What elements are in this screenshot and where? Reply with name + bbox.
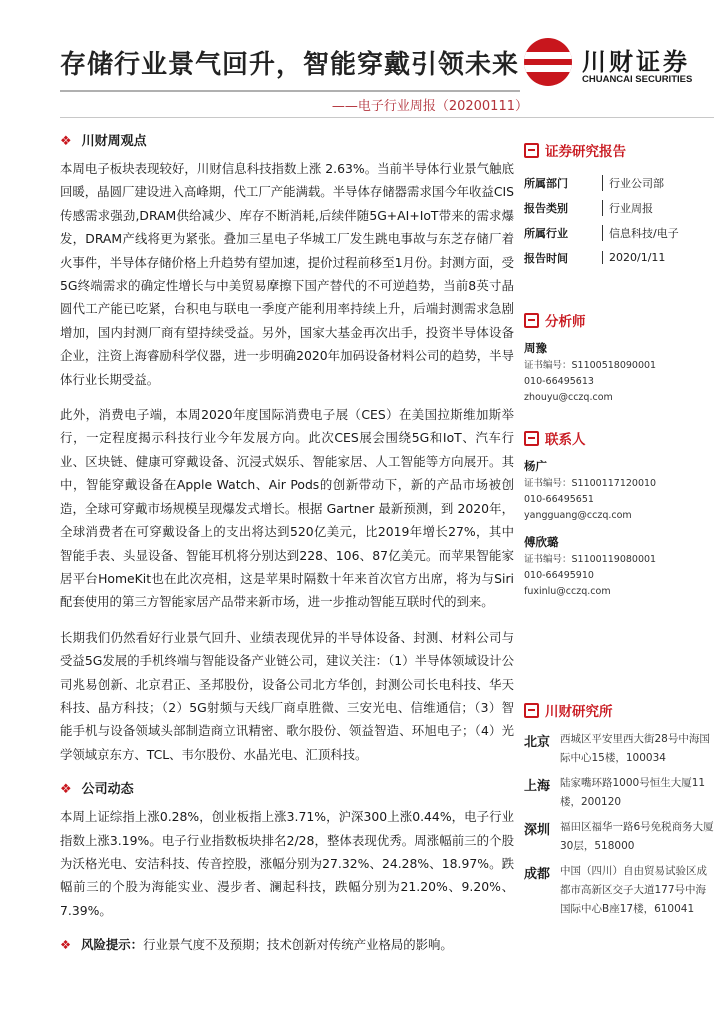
company-logo [524, 38, 714, 94]
sidebar-heading-report: 证券研究报告 [524, 140, 714, 160]
info-row: 报告类别 行业周报 [524, 201, 653, 215]
sidebar-heading-institute: 川财研究所 [524, 700, 714, 720]
contact-email: fuxinlu@cczq.com [524, 586, 611, 597]
section-heading-weekly-view: ❖ 川财周观点 [60, 134, 147, 149]
info-row: 报告时间 2020/1/11 [524, 251, 666, 265]
analyst-email: zhouyu@cczq.com [524, 392, 613, 403]
office-address: 上海 陆家嘴环路1000号恒生大厦11楼，200120 [524, 777, 706, 808]
section-heading-company-news: ❖ 公司动态 [60, 782, 134, 798]
report-title: 存储行业景气回升，智能穿戴引领未来 [60, 50, 520, 80]
contact-cert: 证书编号：S1100117120010 [524, 478, 657, 489]
sidebar [524, 140, 714, 925]
institute-box-icon [524, 703, 539, 718]
info-row: 所属部门 行业公司部 [524, 176, 664, 190]
logo-name: 川财证券 [582, 48, 690, 76]
paragraph: 此外，消费电子端，本周2020年度国际消费电子展（CES）在美国拉斯维加斯举行，一定程度揭示科技行业今年发展方向。此次CES展会围绕5G和IoT、汽车行业、区块链、健康可穿戴设备、沉浸式娱乐、智能家居、人工智能等方向展开。其中，智能穿戴设备在Apple Watch、Air Pods的创新带动下，新的产品市场被创造，全球可穿戴市场规模呈现爆发式增长。根据 Gartner 最新预测，到 2020年，全球消费者在可穿戴设备上的支出将达到520亿美元，比2019年增长27%，其中智能手表、头显设备、智能耳机将分别达到228、106、87亿美元。而苹果智能家居平台HomeKit也在此次亮相，这是苹果时隔数十年来首次官方出席，将为与Siri配套使用的第三方智能家居产品带来新市场，进一步推动智能互联时代的到来。 [60, 407, 514, 610]
logo-english-name: CHUANCAI SECURITIES [582, 74, 693, 85]
report-subtitle: ——电子行业周报（20200111） [331, 99, 528, 114]
main-content [60, 126, 514, 956]
paragraph: 本周上证综指上涨0.28%，创业板指上涨3.71%，沪深300上涨0.44%，电子行业指数上涨3.19%。电子行业指数板块排名2/28，整体表现优秀。周涨幅前三的个股为沃格光电、安洁科技、传音控股，涨幅分别为27.32%、24.28%、18.97%。跌幅前三的个股为海能实业、漫步者、澜起科技，跌幅分别为21.20%、9.20%、7.39%。 [60, 809, 514, 918]
risk-warning: ❖ 风险提示：行业景气度不及预期；技术创新对传统产业格局的影响。 [60, 937, 453, 953]
diamond-bullet-icon: ❖ [60, 937, 72, 953]
office-address: 深圳 福田区福华一路6号免税商务大厦30层，518000 [524, 821, 714, 852]
analyst-box-icon [524, 313, 539, 328]
analyst-card [524, 340, 714, 406]
analyst-name: 周豫 [524, 341, 547, 355]
sidebar-heading-analyst: 分析师 [524, 310, 714, 330]
diamond-bullet-icon: ❖ [60, 782, 72, 798]
contact-name: 傅欣璐 [524, 535, 559, 549]
subheader-divider [60, 117, 714, 118]
contact-phone: 010-66495910 [524, 570, 594, 581]
contact-cert: 证书编号：S1100119080001 [524, 554, 657, 565]
paragraph: 本周电子板块表现较好，川财信息科技指数上涨 2.63%。当前半导体行业景气触底回暖，晶圆厂建设进入高峰期，代工厂产能满载。半导体存储器需求国今年收益CIS传感需求强劲,DRAM供给减少、库存不断消耗,后续伴随5G+AI+IoT带来的需求爆发，DRAM产线将更为紧张。叠加三星电子华城工厂发生跳电事故与东芝存储厂着火事件，半导体存储价格上升趋势有望加速，提价过程前移至1月份。封测方面，受5G终端需求的确定性增长与中美贸易摩擦下国产替代的不可逆趋势，当前8英寸晶圆代工产能已吃紧，台积电与联电一季度产能利用率持续上升，后端封测需求急剧增加，国内封测厂商有望持续受益。另外，国家大基金再次出手，投资半导体设备企业，注资上海睿励科学仪器，进一步明确2020年加码设备材料公司的趋势，半导体行业长期受益。 [60, 161, 514, 387]
contact-name: 杨广 [524, 459, 547, 473]
contact-card [524, 534, 714, 600]
diamond-bullet-icon: ❖ [60, 134, 72, 149]
office-address: 成都 中国（四川）自由贸易试验区成都市高新区交子大道177号中海国际中心B座17楼，610041 [524, 865, 707, 915]
analyst-phone: 010-66495613 [524, 376, 594, 387]
contact-box-icon [524, 431, 539, 446]
contact-phone: 010-66495651 [524, 494, 594, 505]
paragraph: 长期我们仍然看好行业景气回升、业绩表现优异的半导体设备、封测、材料公司与受益5G发展的手机终端与智能设备产业链公司，建议关注：（1）半导体领域设计公司兆易创新、北京君正、圣邦股份，设备公司北方华创，封测公司长电科技、华天科技、晶方科技；（2）5G射频与天线厂商卓胜微、三安光电、信维通信；（3）智能手机与设备领域头部制造商立讯精密、歌尔股份、领益智造、环旭电子；（4）光学领域京东方、TCL、韦尔股份、水晶光电、汇顶科技。 [60, 629, 514, 762]
contact-card [524, 458, 714, 524]
sidebar-heading-contact: 联系人 [524, 428, 714, 448]
office-address: 北京 西城区平安里西大街28号中海国际中心15楼，100034 [524, 733, 710, 764]
analyst-cert: 证书编号：S1100518090001 [524, 360, 657, 371]
info-row: 所属行业 信息科技/电子 [524, 226, 679, 240]
logo-emblem-icon [524, 38, 572, 86]
report-box-icon [524, 143, 539, 158]
header-divider [60, 90, 520, 92]
contact-email: yangguang@cczq.com [524, 510, 632, 521]
